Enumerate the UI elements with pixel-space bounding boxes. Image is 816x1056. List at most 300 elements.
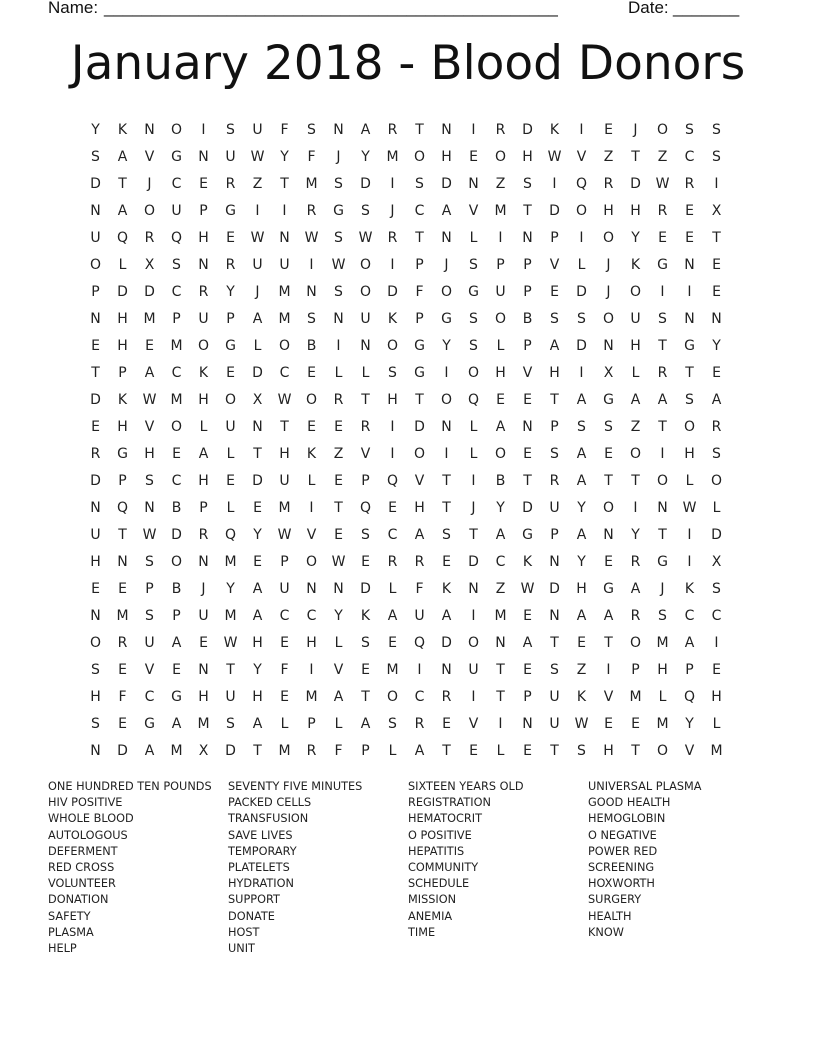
grid-letter[interactable]: E: [118, 715, 127, 732]
grid-letter[interactable]: Y: [631, 526, 640, 543]
grid-letter[interactable]: L: [469, 418, 478, 435]
grid-letter[interactable]: T: [280, 175, 289, 192]
grid-letter[interactable]: H: [252, 688, 263, 705]
grid-letter[interactable]: D: [414, 418, 425, 435]
grid-letter[interactable]: Q: [224, 526, 237, 543]
grid-letter[interactable]: K: [306, 445, 317, 462]
grid-letter[interactable]: W: [331, 256, 346, 273]
grid-letter[interactable]: M: [386, 661, 399, 678]
grid-letter[interactable]: Z: [603, 148, 614, 165]
grid-letter[interactable]: Y: [712, 337, 721, 354]
grid-letter[interactable]: S: [145, 472, 154, 489]
grid-letter[interactable]: G: [468, 283, 479, 300]
grid-letter[interactable]: G: [414, 364, 425, 381]
grid-letter[interactable]: H: [630, 337, 641, 354]
grid-letter[interactable]: T: [496, 661, 505, 678]
grid-letter[interactable]: N: [495, 634, 506, 651]
grid-letter[interactable]: E: [685, 202, 694, 219]
grid-letter[interactable]: X: [603, 364, 614, 381]
grid-letter[interactable]: A: [657, 391, 668, 408]
grid-letter[interactable]: N: [603, 526, 614, 543]
grid-letter[interactable]: E: [388, 499, 397, 516]
grid-letter[interactable]: R: [414, 715, 425, 732]
grid-letter[interactable]: I: [282, 202, 287, 219]
grid-letter[interactable]: V: [576, 148, 587, 165]
grid-letter[interactable]: W: [223, 634, 238, 651]
grid-letter[interactable]: Q: [575, 175, 588, 192]
grid-letter[interactable]: I: [390, 418, 395, 435]
grid-letter[interactable]: N: [603, 337, 614, 354]
grid-letter[interactable]: M: [656, 715, 669, 732]
grid-letter[interactable]: L: [361, 364, 370, 381]
grid-letter[interactable]: E: [91, 337, 100, 354]
grid-letter[interactable]: G: [414, 337, 425, 354]
grid-letter[interactable]: P: [523, 688, 532, 705]
grid-letter[interactable]: O: [386, 337, 399, 354]
grid-letter[interactable]: Z: [495, 175, 506, 192]
grid-letter[interactable]: Y: [631, 229, 640, 246]
grid-letter[interactable]: S: [145, 553, 154, 570]
grid-letter[interactable]: C: [279, 364, 290, 381]
grid-letter[interactable]: A: [630, 391, 641, 408]
grid-letter[interactable]: N: [441, 229, 452, 246]
grid-letter[interactable]: S: [388, 715, 397, 732]
grid-letter[interactable]: H: [576, 580, 587, 597]
grid-letter[interactable]: J: [390, 202, 395, 219]
grid-letter[interactable]: L: [577, 256, 586, 273]
grid-letter[interactable]: D: [90, 391, 101, 408]
grid-letter[interactable]: T: [550, 742, 559, 759]
grid-letter[interactable]: N: [468, 175, 479, 192]
grid-letter[interactable]: S: [307, 121, 316, 138]
grid-letter[interactable]: M: [197, 715, 210, 732]
grid-letter[interactable]: C: [684, 607, 695, 624]
grid-letter[interactable]: J: [147, 175, 152, 192]
grid-letter[interactable]: Q: [170, 229, 183, 246]
grid-letter[interactable]: C: [306, 607, 317, 624]
grid-letter[interactable]: T: [523, 202, 532, 219]
grid-letter[interactable]: H: [117, 418, 128, 435]
grid-letter[interactable]: O: [89, 256, 102, 273]
grid-letter[interactable]: S: [469, 337, 478, 354]
grid-letter[interactable]: C: [171, 283, 182, 300]
grid-letter[interactable]: V: [522, 364, 533, 381]
grid-letter[interactable]: D: [360, 175, 371, 192]
grid-letter[interactable]: O: [494, 445, 507, 462]
grid-letter[interactable]: T: [91, 364, 100, 381]
grid-letter[interactable]: S: [361, 526, 370, 543]
grid-letter[interactable]: S: [604, 418, 613, 435]
grid-letter[interactable]: L: [631, 364, 640, 381]
grid-letter[interactable]: E: [280, 634, 289, 651]
grid-letter[interactable]: Y: [442, 337, 451, 354]
grid-letter[interactable]: N: [333, 310, 344, 327]
grid-letter[interactable]: M: [170, 742, 183, 759]
grid-letter[interactable]: R: [630, 553, 641, 570]
grid-letter[interactable]: H: [144, 445, 155, 462]
grid-letter[interactable]: S: [361, 202, 370, 219]
grid-letter[interactable]: R: [306, 742, 317, 759]
grid-letter[interactable]: U: [144, 634, 155, 651]
grid-letter[interactable]: L: [496, 337, 505, 354]
grid-letter[interactable]: I: [390, 256, 395, 273]
grid-letter[interactable]: I: [390, 445, 395, 462]
grid-letter[interactable]: Q: [116, 229, 129, 246]
grid-letter[interactable]: N: [522, 715, 533, 732]
grid-letter[interactable]: G: [225, 337, 236, 354]
grid-letter[interactable]: I: [471, 121, 476, 138]
grid-letter[interactable]: S: [577, 418, 586, 435]
grid-letter[interactable]: N: [306, 580, 317, 597]
grid-letter[interactable]: J: [201, 580, 206, 597]
grid-letter[interactable]: S: [685, 391, 694, 408]
grid-letter[interactable]: T: [658, 418, 667, 435]
grid-letter[interactable]: X: [252, 391, 263, 408]
grid-letter[interactable]: A: [522, 634, 533, 651]
grid-letter[interactable]: A: [144, 742, 155, 759]
grid-letter[interactable]: T: [631, 742, 640, 759]
grid-letter[interactable]: M: [629, 688, 642, 705]
grid-letter[interactable]: P: [685, 661, 694, 678]
grid-letter[interactable]: O: [224, 391, 237, 408]
grid-letter[interactable]: Q: [116, 499, 129, 516]
grid-letter[interactable]: S: [550, 661, 559, 678]
grid-letter[interactable]: E: [172, 445, 181, 462]
grid-letter[interactable]: E: [658, 229, 667, 246]
grid-letter[interactable]: T: [685, 364, 694, 381]
grid-letter[interactable]: V: [414, 472, 425, 489]
grid-letter[interactable]: A: [117, 148, 128, 165]
grid-letter[interactable]: D: [468, 553, 479, 570]
grid-letter[interactable]: I: [471, 607, 476, 624]
grid-letter[interactable]: O: [629, 634, 642, 651]
grid-letter[interactable]: D: [171, 526, 182, 543]
grid-letter[interactable]: O: [170, 418, 183, 435]
grid-letter[interactable]: L: [496, 742, 505, 759]
grid-letter[interactable]: G: [522, 526, 533, 543]
grid-letter[interactable]: O: [602, 499, 615, 516]
grid-letter[interactable]: V: [144, 418, 155, 435]
grid-letter[interactable]: S: [145, 607, 154, 624]
grid-letter[interactable]: G: [171, 148, 182, 165]
grid-letter[interactable]: G: [657, 553, 668, 570]
grid-letter[interactable]: O: [359, 256, 372, 273]
grid-letter[interactable]: Z: [657, 148, 668, 165]
grid-letter[interactable]: E: [631, 715, 640, 732]
grid-letter[interactable]: P: [415, 310, 424, 327]
grid-letter[interactable]: A: [171, 634, 182, 651]
grid-letter[interactable]: S: [172, 256, 181, 273]
grid-letter[interactable]: C: [171, 472, 182, 489]
grid-letter[interactable]: A: [387, 607, 398, 624]
grid-letter[interactable]: N: [441, 661, 452, 678]
grid-letter[interactable]: P: [550, 418, 559, 435]
grid-letter[interactable]: J: [255, 283, 260, 300]
grid-letter[interactable]: H: [198, 688, 209, 705]
grid-letter[interactable]: Q: [683, 688, 696, 705]
grid-letter[interactable]: D: [549, 580, 560, 597]
grid-letter[interactable]: I: [579, 364, 584, 381]
grid-letter[interactable]: K: [117, 391, 128, 408]
grid-letter[interactable]: P: [91, 283, 100, 300]
grid-letter[interactable]: N: [522, 229, 533, 246]
grid-letter[interactable]: J: [471, 499, 476, 516]
grid-letter[interactable]: S: [658, 310, 667, 327]
grid-letter[interactable]: D: [144, 283, 155, 300]
grid-letter[interactable]: I: [471, 688, 476, 705]
grid-letter[interactable]: R: [387, 553, 398, 570]
grid-letter[interactable]: H: [414, 499, 425, 516]
grid-letter[interactable]: W: [358, 229, 373, 246]
grid-letter[interactable]: A: [144, 364, 155, 381]
grid-letter[interactable]: C: [414, 688, 425, 705]
grid-letter[interactable]: N: [252, 418, 263, 435]
grid-letter[interactable]: I: [660, 283, 665, 300]
grid-letter[interactable]: I: [687, 526, 692, 543]
grid-letter[interactable]: A: [630, 580, 641, 597]
grid-letter[interactable]: L: [334, 634, 343, 651]
grid-letter[interactable]: L: [712, 715, 721, 732]
grid-letter[interactable]: D: [711, 526, 722, 543]
grid-letter[interactable]: Y: [226, 580, 235, 597]
grid-letter[interactable]: L: [307, 472, 316, 489]
grid-letter[interactable]: I: [498, 715, 503, 732]
grid-letter[interactable]: W: [547, 148, 562, 165]
grid-letter[interactable]: V: [468, 202, 479, 219]
grid-letter[interactable]: Y: [334, 607, 343, 624]
grid-letter[interactable]: I: [687, 283, 692, 300]
grid-letter[interactable]: T: [361, 391, 370, 408]
grid-letter[interactable]: A: [576, 391, 587, 408]
grid-letter[interactable]: O: [683, 418, 696, 435]
grid-letter[interactable]: N: [684, 310, 695, 327]
grid-letter[interactable]: S: [334, 229, 343, 246]
grid-letter[interactable]: O: [467, 364, 480, 381]
grid-letter[interactable]: H: [603, 202, 614, 219]
grid-letter[interactable]: H: [630, 202, 641, 219]
grid-letter[interactable]: S: [469, 310, 478, 327]
grid-letter[interactable]: E: [226, 472, 235, 489]
grid-letter[interactable]: Y: [361, 148, 370, 165]
grid-letter[interactable]: E: [442, 553, 451, 570]
grid-letter[interactable]: C: [495, 553, 506, 570]
grid-letter[interactable]: P: [226, 310, 235, 327]
grid-letter[interactable]: R: [603, 175, 614, 192]
grid-letter[interactable]: R: [549, 472, 560, 489]
grid-letter[interactable]: G: [333, 202, 344, 219]
grid-letter[interactable]: R: [144, 229, 155, 246]
grid-letter[interactable]: E: [253, 499, 262, 516]
grid-letter[interactable]: F: [280, 121, 289, 138]
grid-letter[interactable]: I: [390, 175, 395, 192]
grid-letter[interactable]: P: [550, 526, 559, 543]
grid-letter[interactable]: D: [90, 175, 101, 192]
grid-letter[interactable]: P: [280, 553, 289, 570]
grid-letter[interactable]: G: [225, 202, 236, 219]
grid-letter[interactable]: H: [90, 553, 101, 570]
grid-letter[interactable]: L: [226, 499, 235, 516]
grid-letter[interactable]: A: [171, 715, 182, 732]
grid-letter[interactable]: K: [630, 256, 641, 273]
grid-letter[interactable]: I: [579, 121, 584, 138]
grid-letter[interactable]: P: [523, 337, 532, 354]
grid-letter[interactable]: U: [549, 688, 560, 705]
grid-letter[interactable]: B: [495, 472, 506, 489]
grid-letter[interactable]: N: [441, 418, 452, 435]
grid-letter[interactable]: H: [549, 364, 560, 381]
grid-letter[interactable]: H: [495, 364, 506, 381]
grid-letter[interactable]: I: [309, 499, 314, 516]
grid-letter[interactable]: S: [307, 310, 316, 327]
grid-letter[interactable]: P: [172, 607, 181, 624]
grid-letter[interactable]: E: [550, 283, 559, 300]
grid-letter[interactable]: A: [414, 526, 425, 543]
grid-letter[interactable]: A: [576, 445, 587, 462]
grid-letter[interactable]: M: [224, 607, 237, 624]
grid-letter[interactable]: E: [226, 229, 235, 246]
grid-letter[interactable]: M: [224, 553, 237, 570]
grid-letter[interactable]: A: [252, 607, 263, 624]
grid-letter[interactable]: L: [712, 499, 721, 516]
grid-letter[interactable]: N: [90, 202, 101, 219]
grid-letter[interactable]: D: [441, 634, 452, 651]
grid-letter[interactable]: R: [711, 418, 722, 435]
grid-letter[interactable]: D: [252, 472, 263, 489]
grid-letter[interactable]: F: [334, 742, 343, 759]
grid-letter[interactable]: V: [549, 256, 560, 273]
grid-letter[interactable]: D: [576, 283, 587, 300]
grid-letter[interactable]: S: [361, 634, 370, 651]
grid-letter[interactable]: H: [306, 634, 317, 651]
grid-letter[interactable]: O: [629, 283, 642, 300]
grid-letter[interactable]: U: [279, 580, 290, 597]
grid-letter[interactable]: T: [442, 742, 451, 759]
grid-letter[interactable]: O: [602, 310, 615, 327]
grid-letter[interactable]: U: [252, 256, 263, 273]
grid-letter[interactable]: R: [90, 445, 101, 462]
grid-letter[interactable]: Q: [359, 499, 372, 516]
grid-letter[interactable]: E: [469, 742, 478, 759]
grid-letter[interactable]: U: [414, 607, 425, 624]
grid-letter[interactable]: W: [277, 526, 292, 543]
grid-letter[interactable]: W: [682, 499, 697, 516]
grid-letter[interactable]: E: [604, 121, 613, 138]
grid-letter[interactable]: E: [199, 175, 208, 192]
grid-letter[interactable]: O: [305, 553, 318, 570]
grid-letter[interactable]: M: [656, 634, 669, 651]
grid-letter[interactable]: T: [361, 688, 370, 705]
grid-letter[interactable]: Z: [333, 445, 344, 462]
grid-letter[interactable]: M: [305, 175, 318, 192]
grid-letter[interactable]: E: [361, 553, 370, 570]
grid-letter[interactable]: W: [142, 526, 157, 543]
grid-letter[interactable]: S: [658, 607, 667, 624]
grid-letter[interactable]: L: [334, 715, 343, 732]
grid-letter[interactable]: C: [144, 688, 155, 705]
grid-letter[interactable]: L: [388, 742, 397, 759]
grid-letter[interactable]: G: [603, 391, 614, 408]
grid-letter[interactable]: O: [359, 283, 372, 300]
grid-letter[interactable]: Y: [577, 499, 586, 516]
grid-letter[interactable]: N: [684, 256, 695, 273]
grid-letter[interactable]: E: [253, 553, 262, 570]
grid-letter[interactable]: E: [145, 337, 154, 354]
grid-letter[interactable]: S: [577, 310, 586, 327]
grid-letter[interactable]: T: [496, 688, 505, 705]
grid-letter[interactable]: U: [225, 148, 236, 165]
grid-letter[interactable]: O: [494, 148, 507, 165]
grid-letter[interactable]: R: [387, 229, 398, 246]
grid-letter[interactable]: T: [334, 499, 343, 516]
grid-letter[interactable]: D: [252, 364, 263, 381]
grid-letter[interactable]: P: [118, 472, 127, 489]
grid-letter[interactable]: E: [334, 472, 343, 489]
grid-letter[interactable]: L: [469, 445, 478, 462]
grid-letter[interactable]: N: [549, 553, 560, 570]
grid-letter[interactable]: G: [171, 688, 182, 705]
grid-letter[interactable]: J: [606, 283, 611, 300]
grid-letter[interactable]: S: [226, 121, 235, 138]
grid-letter[interactable]: T: [253, 742, 262, 759]
grid-letter[interactable]: K: [684, 580, 695, 597]
grid-letter[interactable]: J: [606, 256, 611, 273]
grid-letter[interactable]: S: [334, 175, 343, 192]
grid-letter[interactable]: Y: [496, 499, 505, 516]
grid-letter[interactable]: N: [198, 148, 209, 165]
grid-letter[interactable]: O: [197, 337, 210, 354]
grid-letter[interactable]: A: [360, 715, 371, 732]
grid-letter[interactable]: N: [333, 580, 344, 597]
grid-letter[interactable]: E: [712, 256, 721, 273]
grid-letter[interactable]: E: [307, 418, 316, 435]
grid-letter[interactable]: P: [199, 499, 208, 516]
grid-letter[interactable]: I: [201, 121, 206, 138]
grid-letter[interactable]: D: [360, 580, 371, 597]
grid-letter[interactable]: S: [334, 283, 343, 300]
grid-letter[interactable]: U: [252, 121, 263, 138]
grid-letter[interactable]: G: [117, 445, 128, 462]
grid-letter[interactable]: N: [198, 553, 209, 570]
grid-letter[interactable]: S: [712, 148, 721, 165]
grid-letter[interactable]: V: [144, 661, 155, 678]
grid-letter[interactable]: V: [603, 688, 614, 705]
grid-letter[interactable]: J: [336, 148, 341, 165]
grid-letter[interactable]: T: [631, 472, 640, 489]
grid-letter[interactable]: N: [522, 418, 533, 435]
grid-letter[interactable]: S: [523, 175, 532, 192]
grid-letter[interactable]: I: [579, 229, 584, 246]
grid-letter[interactable]: O: [656, 121, 669, 138]
grid-letter[interactable]: M: [278, 742, 291, 759]
grid-letter[interactable]: R: [225, 256, 236, 273]
grid-letter[interactable]: E: [91, 418, 100, 435]
grid-letter[interactable]: H: [117, 310, 128, 327]
grid-letter[interactable]: C: [171, 175, 182, 192]
grid-letter[interactable]: H: [198, 472, 209, 489]
grid-letter[interactable]: P: [199, 202, 208, 219]
grid-letter[interactable]: F: [415, 580, 424, 597]
grid-letter[interactable]: N: [306, 283, 317, 300]
grid-letter[interactable]: F: [280, 661, 289, 678]
grid-letter[interactable]: N: [144, 499, 155, 516]
grid-letter[interactable]: S: [550, 445, 559, 462]
grid-letter[interactable]: T: [658, 526, 667, 543]
grid-letter[interactable]: M: [494, 607, 507, 624]
grid-letter[interactable]: E: [307, 364, 316, 381]
grid-letter[interactable]: E: [469, 148, 478, 165]
grid-letter[interactable]: U: [279, 472, 290, 489]
grid-letter[interactable]: E: [523, 391, 532, 408]
